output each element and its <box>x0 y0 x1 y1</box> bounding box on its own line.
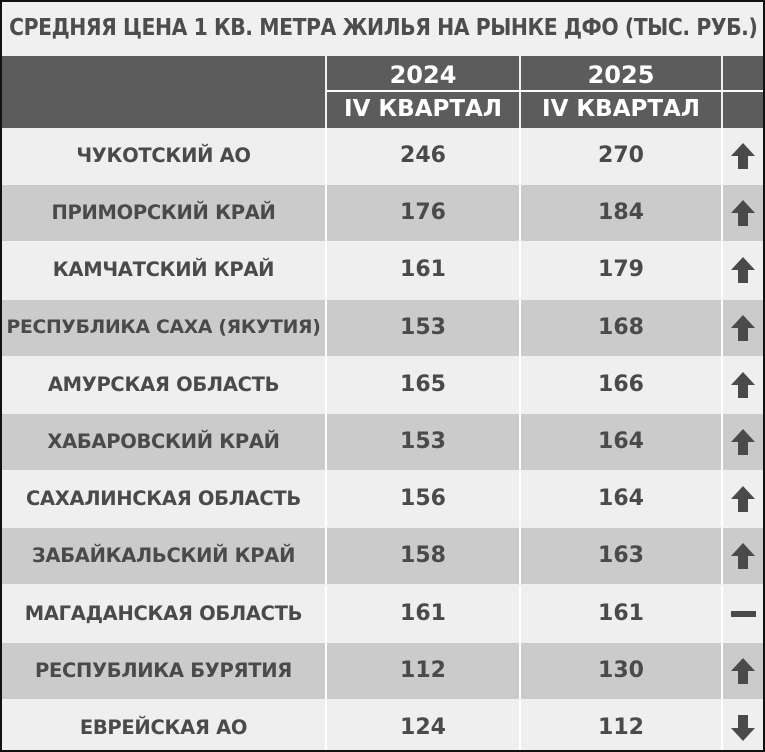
region-name: ЧУКОТСКИЙ АО <box>76 144 251 167</box>
trend-cell <box>721 528 763 584</box>
header-trend-top <box>723 56 763 92</box>
trend-cell <box>721 643 763 699</box>
value-2024: 158 <box>325 528 519 584</box>
arrow-up-icon <box>730 542 757 570</box>
table-row <box>2 185 763 241</box>
value-2024: 124 <box>325 700 519 752</box>
table-row <box>2 357 763 413</box>
region-name: ПРИМОРСКИЙ КРАЙ <box>51 201 276 224</box>
value-2024: 156 <box>325 471 519 527</box>
trend-cell <box>721 700 763 752</box>
value-2025: 163 <box>519 528 721 584</box>
trend-cell <box>721 357 763 413</box>
arrow-up-icon <box>730 256 757 284</box>
arrow-up-icon <box>730 485 757 513</box>
value-2025: 112 <box>519 700 721 752</box>
value-2025: 179 <box>519 242 721 298</box>
region-name: ЕВРЕЙСКАЯ АО <box>79 716 248 739</box>
arrow-up-icon <box>730 142 757 170</box>
region-name: РЕСПУБЛИКА САХА (ЯКУТИЯ) <box>6 317 321 338</box>
trend-cell <box>721 128 763 184</box>
value-2025: 161 <box>519 586 721 642</box>
table-row <box>2 128 763 184</box>
header-period: IV КВАРТАЛ <box>344 96 502 122</box>
value-2024: 153 <box>325 414 519 470</box>
table-row <box>2 300 763 356</box>
region-name: ХАБАРОВСКИЙ КРАЙ <box>47 430 280 453</box>
value-2025: 164 <box>519 414 721 470</box>
arrow-up-icon <box>730 428 757 456</box>
value-2025: 270 <box>519 128 721 184</box>
region-name: МАГАДАНСКАЯ ОБЛАСТЬ <box>24 602 303 625</box>
table-row <box>2 471 763 527</box>
value-2024: 161 <box>325 242 519 298</box>
header-period: IV КВАРТАЛ <box>542 96 700 122</box>
table-row <box>2 586 763 642</box>
value-2024: 246 <box>325 128 519 184</box>
header-year: 2025 <box>521 56 721 92</box>
arrow-down-icon <box>730 714 757 742</box>
table-row <box>2 528 763 584</box>
value-2025: 166 <box>519 357 721 413</box>
trend-cell <box>721 414 763 470</box>
region-name: РЕСПУБЛИКА БУРЯТИЯ <box>35 659 292 682</box>
value-2024: 165 <box>325 357 519 413</box>
trend-cell <box>721 586 763 642</box>
header-blank-cell <box>2 56 325 128</box>
trend-cell <box>721 242 763 298</box>
trend-cell <box>721 185 763 241</box>
value-2024: 153 <box>325 300 519 356</box>
region-name: АМУРСКАЯ ОБЛАСТЬ <box>47 373 280 396</box>
value-2025: 164 <box>519 471 721 527</box>
value-2024: 161 <box>325 586 519 642</box>
region-name: САХАЛИНСКАЯ ОБЛАСТЬ <box>25 487 301 510</box>
arrow-up-icon <box>730 657 757 685</box>
value-2025: 184 <box>519 185 721 241</box>
table-row <box>2 643 763 699</box>
table-row <box>2 242 763 298</box>
trend-cell <box>721 471 763 527</box>
value-2025: 130 <box>519 643 721 699</box>
arrow-up-icon <box>730 199 757 227</box>
header-col-2025 <box>521 56 721 128</box>
header-trend-cell <box>723 56 763 128</box>
table-title: СРЕДНЯЯ ЦЕНА 1 КВ. МЕТРА ЖИЛЬЯ НА РЫНКЕ ДФО (ТЫС. РУБ.) <box>2 2 676 54</box>
arrow-up-icon <box>730 371 757 399</box>
arrow-up-icon <box>730 314 757 342</box>
header-col-2024 <box>327 56 519 128</box>
header-year: 2024 <box>327 56 519 92</box>
region-name: ЗАБАЙКАЛЬСКИЙ КРАЙ <box>31 544 296 567</box>
trend-cell <box>721 300 763 356</box>
value-2024: 176 <box>325 185 519 241</box>
table-row <box>2 414 763 470</box>
value-2024: 112 <box>325 643 519 699</box>
dash-icon <box>730 600 757 628</box>
region-name: КАМЧАТСКИЙ КРАЙ <box>52 258 275 281</box>
table-row <box>2 700 763 752</box>
value-2025: 168 <box>519 300 721 356</box>
